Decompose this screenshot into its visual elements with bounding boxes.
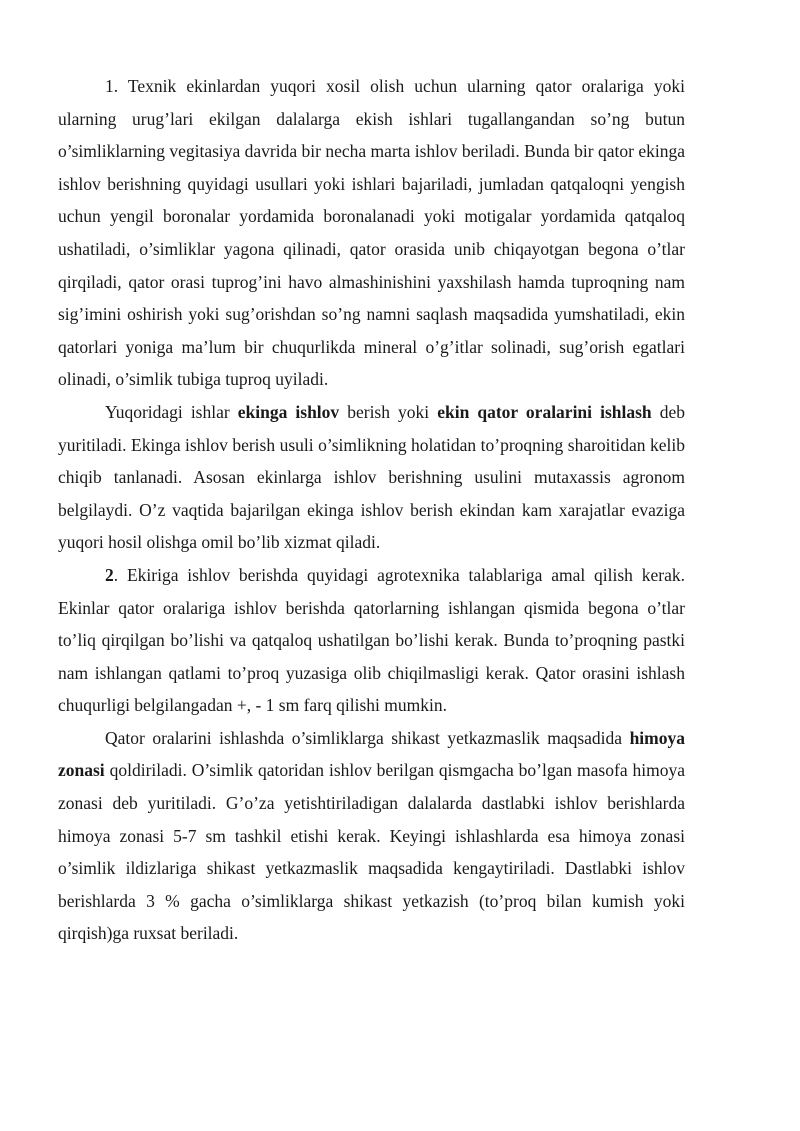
paragraph-2-text-b: berish yoki — [339, 401, 438, 422]
paragraph-2-text-a: Yuqoridagi ishlar — [105, 401, 238, 422]
paragraph-3-text: . Ekiriga ishlov berishda quyidagi agrotexnika talablariga amal qilish kerak. Ekinlar qator oralariga ishlov berishda qatorlarning ishlangan qismida begona o’tlar to’liq qirqilgan bo’lishi va qatqaloq ushatilgan bo’lishi kerak. Bunda to’proqning pastki nam ishlangan qatlami to’proq yuzasiga olib chiqilmasligi kerak. Qator orasini ishlash chuqurligi belgilangadan +, - 1 sm farq qilishi mumkin. — [58, 564, 685, 716]
paragraph-1-text: 1. Texnik ekinlardan yuqori xosil olish uchun ularning qator oralariga yoki ularning urug’lari ekilgan dalalarga ekish ishlari tugallangandan so’ng butun o’simliklarning vegitasiya davrida bir necha marta ishlov beriladi. Bunda bir qator ekinga ishlov berishning quyidagi usullari yoki ishlari bajariladi, jumladan qatqaloqni yengish uchun yengil boronalar yordamida boronalanadi yoki motigalar yordamida qatqaloq ushatiladi, o’simliklar yagona qilinadi, qator orasida unib chiqayotgan begona o’tlar qirqiladi, qator orasi tuprog’ini havo almashinishini yaxshilash hamda tuproqning nam sig’imini oshirish yoki sug’orishdan so’ng namni saqlash maqsadida yumshatiladi, ekin qatorlari yoniga ma’lum bir chuqurlikda mineral o’g’itlar solinadi, sug’orish egatlari olinadi, o’simlik tubiga tuproq uyiladi. — [58, 76, 685, 390]
term-qator-oralarini-ishlash: ekin qator oralarini ishlash — [437, 401, 652, 422]
paragraph-4 — [58, 722, 685, 950]
paragraph-3-number: 2 — [105, 564, 114, 585]
paragraph-3 — [58, 559, 685, 722]
paragraph-1 — [58, 70, 685, 396]
paragraph-4-text-b: qoldiriladi. O’simlik qatoridan ishlov berilgan qismgacha bo’lgan masofa himoya zonasi deb yuritiladi. G’o’za yetishtiriladigan dalalarda dastlabki ishlov berishlarda himoya zonasi 5-7 sm tashkil etishi kerak. Keyingi ishlashlarda esa himoya zonasi o’simlik ildizlariga shikast yetkazmaslik maqsadida kengaytiriladi. Dastlabki ishlov berishlarda 3 % gacha o’simliklarga shikast yetkazish (to’proq bilan kumish yoki qirqish)ga ruxsat beriladi. — [58, 760, 685, 944]
term-himoya-zonasi: himoya zonasi — [58, 727, 685, 781]
paragraph-2-text-c: deb yuritiladi. Ekinga ishlov berish usuli o’simlikning holatidan to’proqning sharoitidan kelib chiqib tanlanadi. Asosan ekinlarga ishlov berishning usulini mutaxassis agronom belgilaydi. O’z vaqtida bajarilgan ekinga ishlov berish ekindan kam xarajatlar evaziga yuqori hosil olishga omil bo’lib xizmat qiladi. — [58, 401, 685, 553]
term-ekinga-ishlov: ekinga ishlov — [237, 401, 340, 422]
document-page — [58, 70, 685, 950]
paragraph-2 — [58, 396, 685, 559]
paragraph-4-text-a: Qator oralarini ishlashda o’simliklarga shikast yetkazmaslik maqsadida — [105, 727, 630, 748]
